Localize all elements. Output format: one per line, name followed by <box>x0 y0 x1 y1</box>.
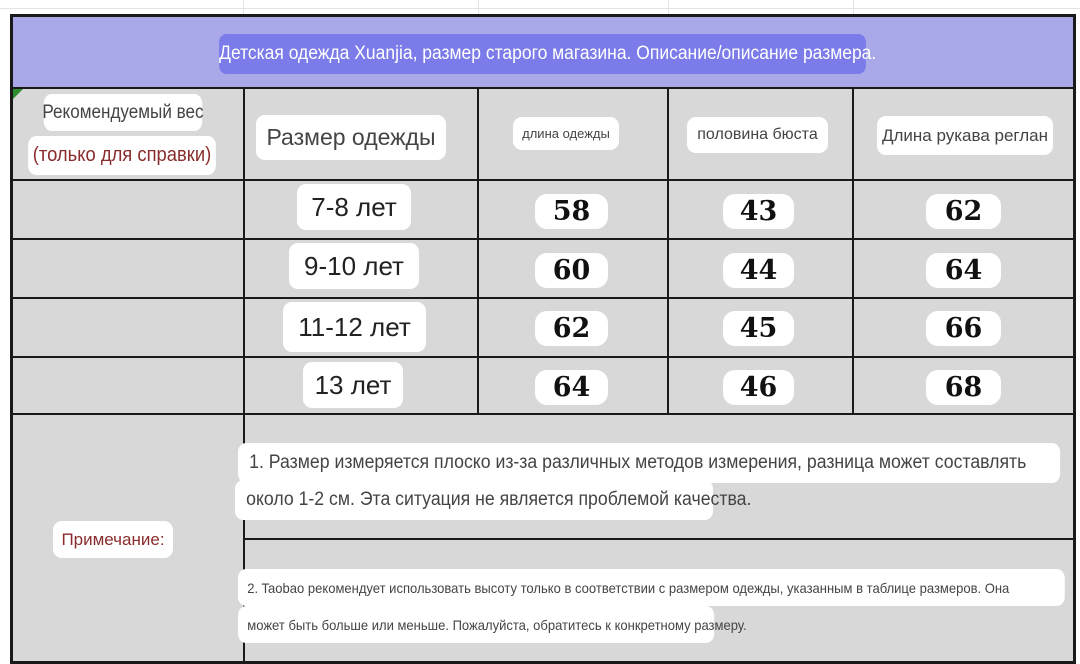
bg-gridline <box>853 0 854 14</box>
row-divider <box>243 538 1075 540</box>
bg-gridline <box>668 0 669 14</box>
bust-value: 46 <box>723 370 794 405</box>
column-divider <box>477 89 479 414</box>
sleeve-value: 66 <box>926 311 1001 346</box>
length-value: 60 <box>535 253 608 288</box>
bust-value: 45 <box>723 311 794 346</box>
table-grid <box>13 89 1075 664</box>
note-2-line-1: 2. Taobao рекомендует использовать высоту только в соответствии с размером одежды, указанным в таблице размеров. Она <box>238 569 1065 606</box>
length-value: 64 <box>535 370 608 405</box>
size-chart-table <box>10 14 1076 664</box>
bg-gridline <box>0 8 1080 9</box>
note-1-line-1: 1. Размер измеряется плоско из-за различных методов измерения, разница может составлять <box>238 443 1060 483</box>
header-bust: половина бюста <box>687 117 828 153</box>
row-divider <box>13 413 1075 415</box>
row-divider <box>13 356 1075 358</box>
length-value: 58 <box>535 194 608 229</box>
header-size: Размер одежды <box>256 115 446 160</box>
page-title: Детская одежда Xuanjia, размер старого магазина. Описание/описание размера. <box>219 34 866 74</box>
sleeve-value: 64 <box>926 253 1001 288</box>
sleeve-value: 68 <box>926 370 1001 405</box>
sleeve-value: 62 <box>926 194 1001 229</box>
header-weight-label: Рекомендуемый вес <box>44 94 202 131</box>
size-cell: 7-8 лет <box>297 184 411 230</box>
bg-gridline <box>243 0 244 14</box>
column-divider <box>667 89 669 414</box>
row-divider <box>13 238 1075 240</box>
size-cell: 9-10 лет <box>289 243 419 289</box>
column-divider <box>852 89 854 414</box>
size-cell: 13 лет <box>303 362 403 408</box>
bust-value: 44 <box>723 253 794 288</box>
header-sleeve: Длина рукава реглан <box>877 116 1053 155</box>
bust-value: 43 <box>723 194 794 229</box>
row-divider <box>13 297 1075 299</box>
header-weight-note: (только для справки) <box>28 136 216 175</box>
cell-marker-icon <box>13 89 23 99</box>
note-2-line-2: может быть больше или меньше. Пожалуйста, обратитесь к конкретному размеру. <box>238 606 714 643</box>
bg-gridline <box>478 0 479 14</box>
note-1-line-2: около 1-2 см. Эта ситуация не является проблемой качества. <box>235 480 713 520</box>
length-value: 62 <box>535 311 608 346</box>
size-cell: 11-12 лет <box>283 302 426 352</box>
title-band <box>13 17 1075 89</box>
notes-label: Примечание: <box>53 521 173 558</box>
header-length: длина одежды <box>513 117 619 150</box>
row-divider <box>13 179 1075 181</box>
